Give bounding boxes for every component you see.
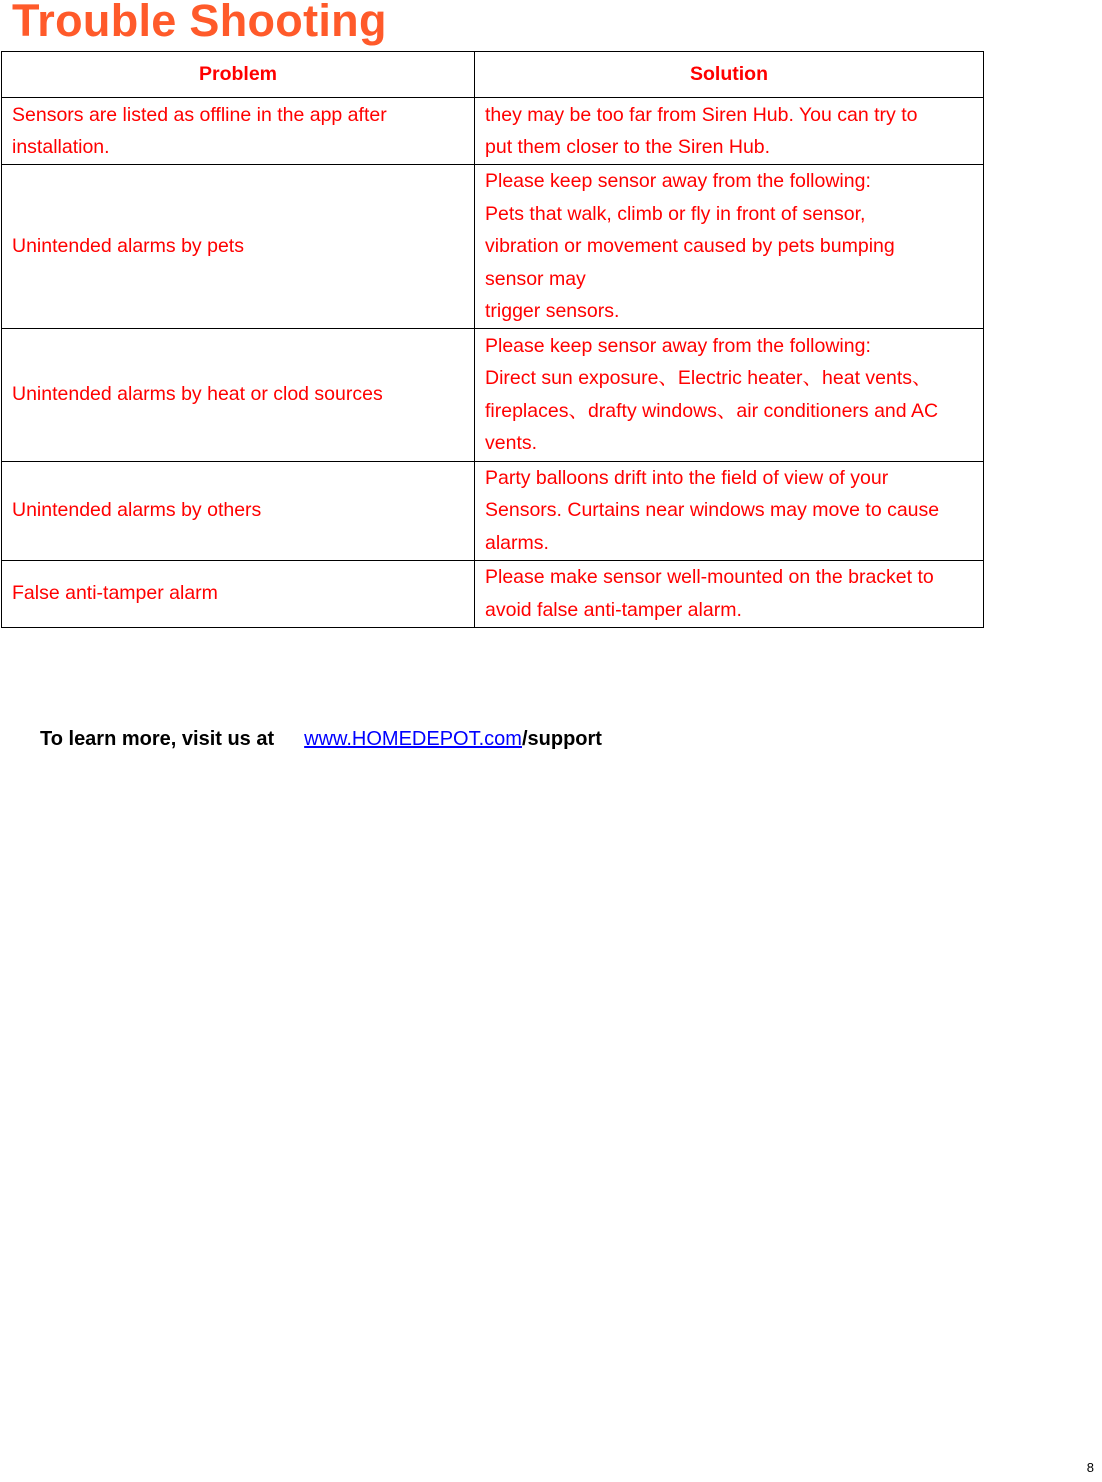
problem-text: installation.: [12, 136, 110, 158]
solution-text: fireplaces、drafty windows、air conditioners and AC: [485, 399, 939, 422]
solution-cell: [475, 98, 984, 165]
link-suffix: /support: [521, 728, 602, 750]
troubleshooting-table: [1, 51, 984, 628]
solution-cell: [475, 560, 984, 627]
solution-text: Please keep sensor away from the following:: [485, 170, 871, 192]
page-number: 8: [1086, 1460, 1094, 1475]
table-row: [2, 165, 984, 329]
problem-cell: [2, 98, 475, 165]
table-row: [2, 98, 984, 165]
table-header-row: [2, 52, 984, 98]
solution-text: Pets that walk, climb or fly in front of sensor,: [485, 202, 866, 225]
solution-column-header: Solution: [475, 52, 984, 98]
problem-column-header: Problem: [2, 52, 475, 98]
solution-text: avoid false anti-tamper alarm.: [485, 598, 742, 621]
solution-text: Party balloons drift into the field of view of your: [485, 466, 889, 489]
problem-cell: [2, 461, 475, 560]
solution-text: Please make sensor well-mounted on the bracket to: [485, 566, 934, 588]
table-row: [2, 328, 984, 461]
table-row: [2, 560, 984, 627]
homedepot-link[interactable]: www.HOMEDEPOT.com: [304, 728, 522, 750]
page-title: Trouble Shooting: [12, 0, 387, 46]
solution-text: vents.: [485, 432, 538, 454]
solution-text: Please keep sensor away from the following:: [485, 334, 871, 357]
solution-cell: [475, 165, 984, 329]
solution-text: Sensors. Curtains near windows may move to cause: [485, 499, 940, 522]
table-row: [2, 461, 984, 560]
solution-cell: [475, 328, 984, 461]
problem-cell: [2, 560, 475, 627]
problem-text: Unintended alarms by pets: [12, 235, 244, 257]
solution-text: vibration or movement caused by pets bumping: [485, 235, 895, 257]
solution-text: sensor may: [485, 267, 586, 290]
problem-text: Unintended alarms by heat or clod sources: [12, 383, 383, 406]
solution-text: they may be too far from Siren Hub. You can try to: [485, 103, 918, 126]
solution-text: put them closer to the Siren Hub.: [485, 136, 771, 158]
problem-text: False anti-tamper alarm: [12, 582, 218, 605]
learn-more-text: To learn more, visit us at: [40, 728, 275, 750]
problem-text: Sensors are listed as offline in the app after: [12, 103, 387, 126]
learn-more-footer: [40, 723, 602, 755]
solution-cell: [475, 461, 984, 560]
solution-text: trigger sensors.: [485, 300, 620, 322]
problem-text: Unintended alarms by others: [12, 499, 262, 522]
solution-text: Direct sun exposure、Electric heater、heat vents、: [485, 367, 932, 389]
problem-cell: [2, 165, 475, 329]
solution-text: alarms.: [485, 531, 549, 554]
problem-cell: [2, 328, 475, 461]
